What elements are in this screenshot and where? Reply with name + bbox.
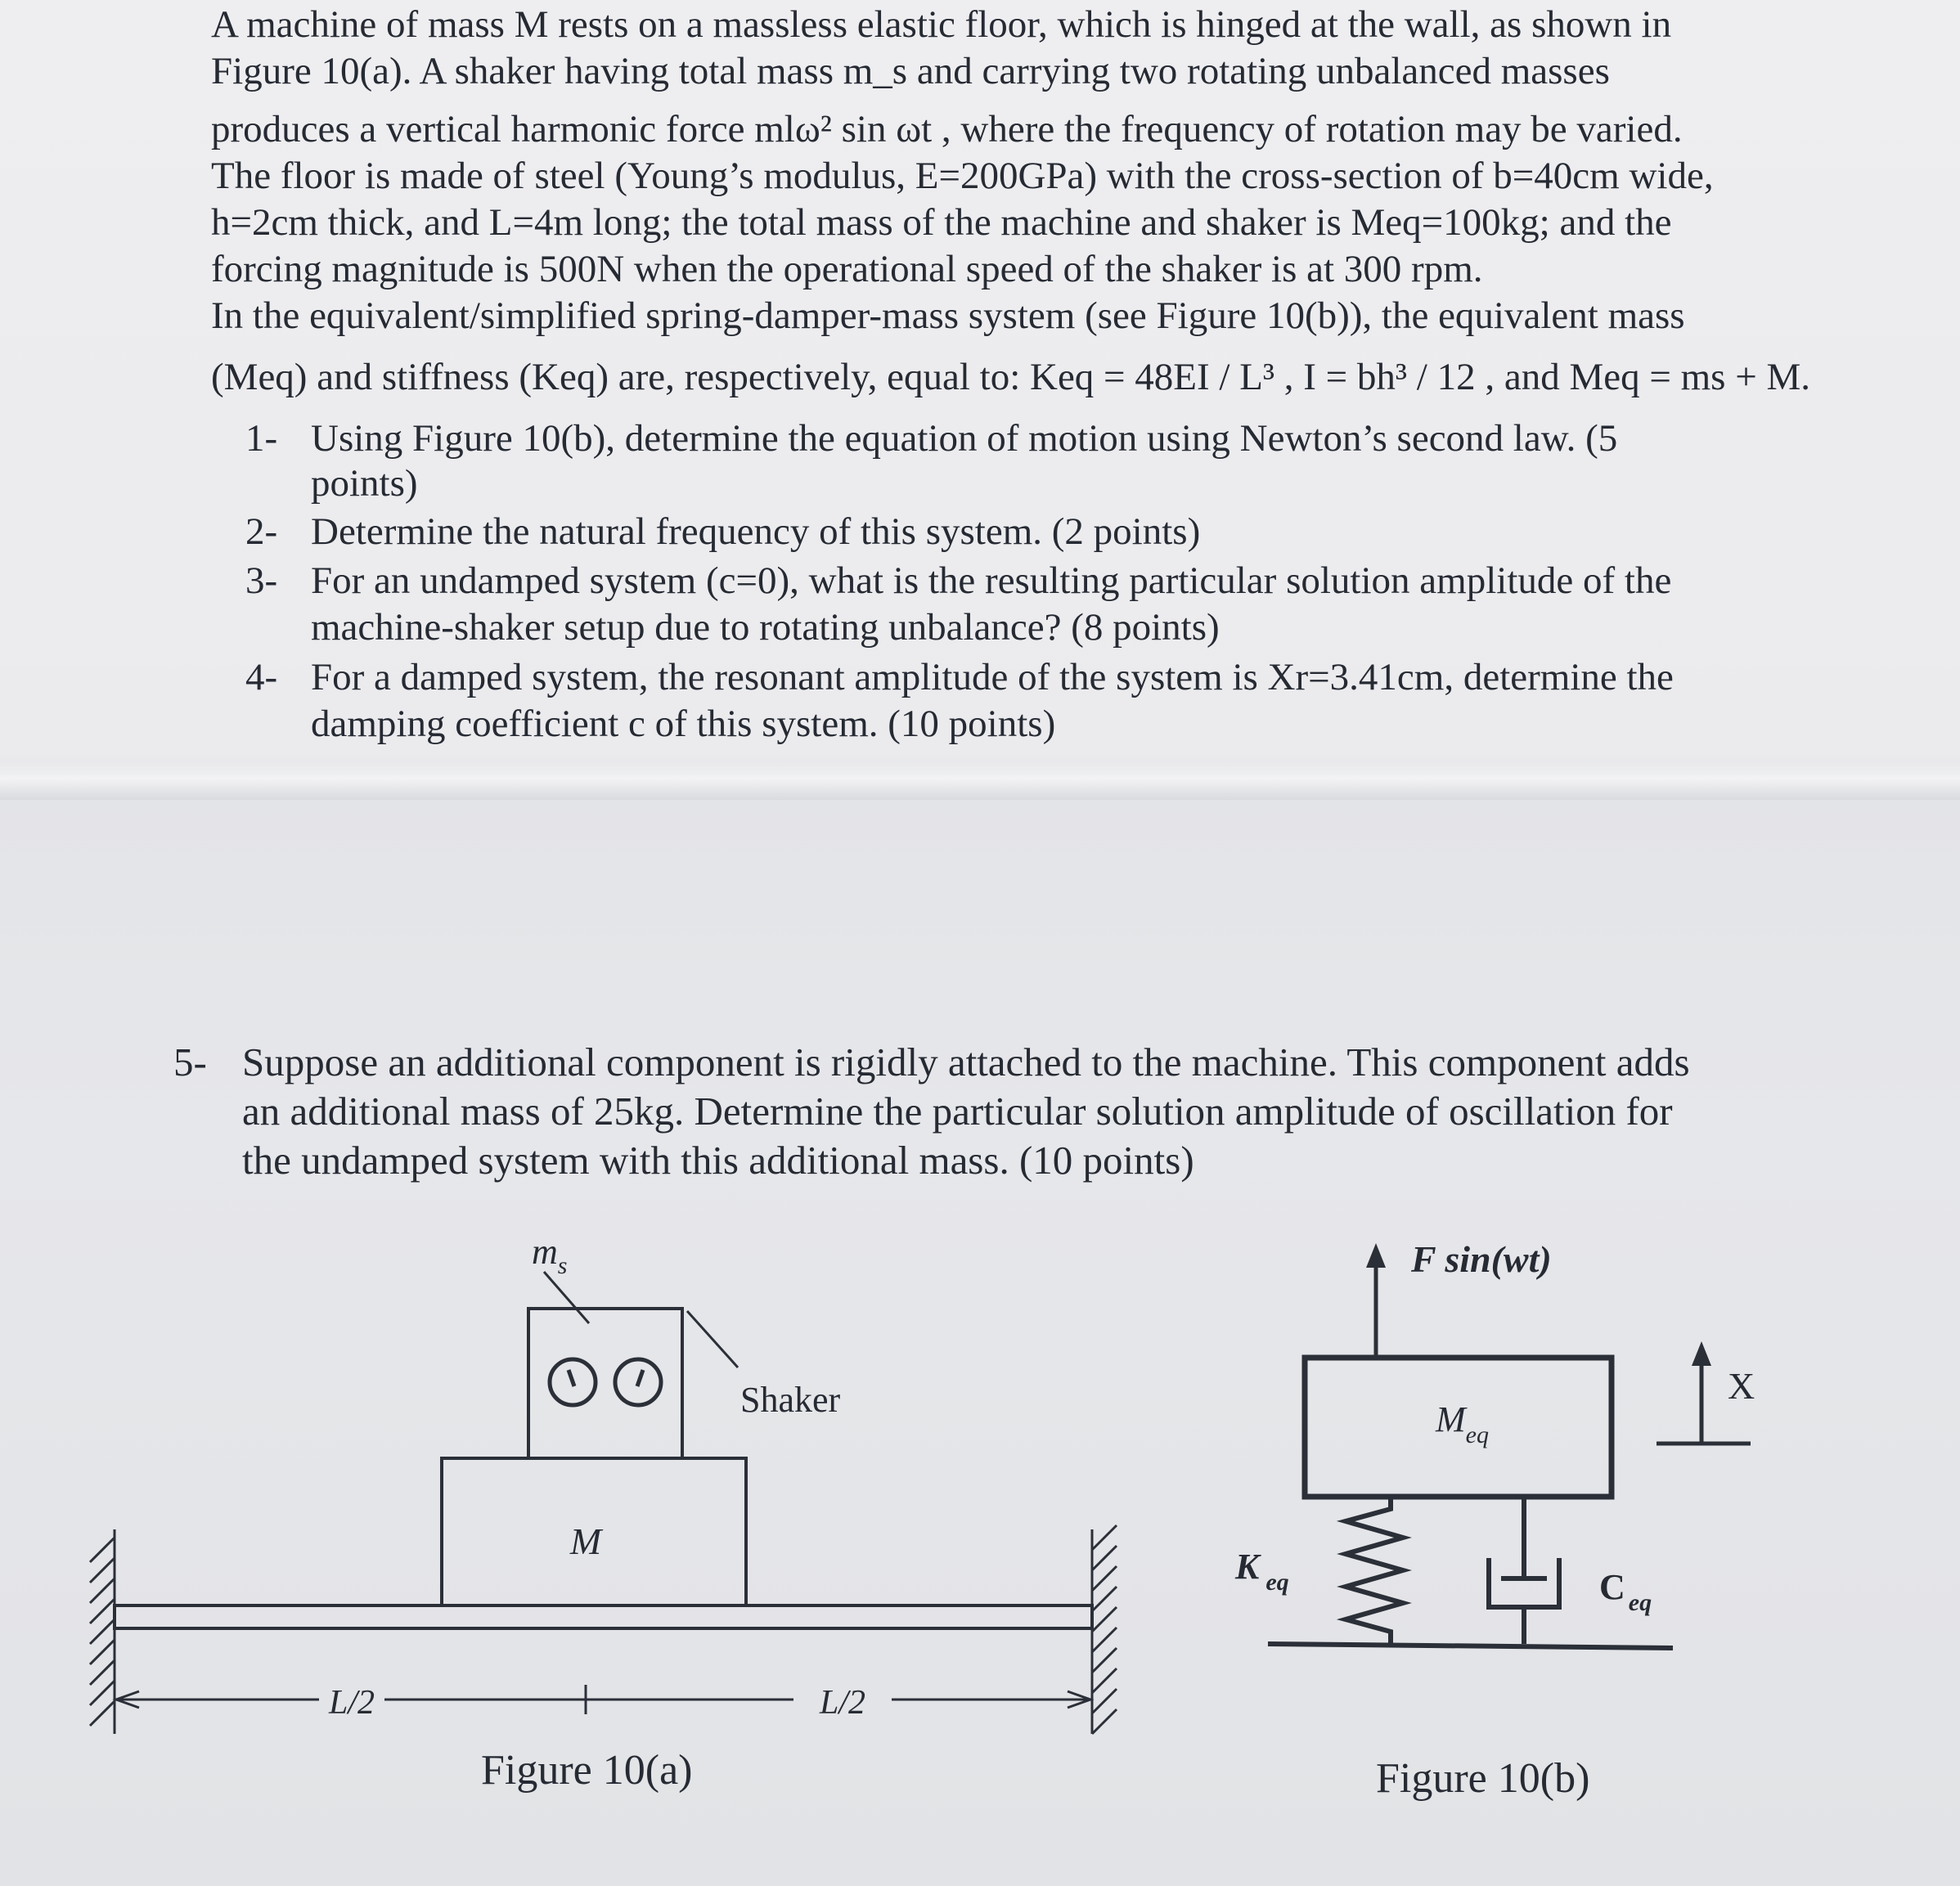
right-wall xyxy=(1092,1525,1117,1734)
question-text: Suppose an additional component is rigidly attached to the machine. This component adds xyxy=(242,1040,1690,1084)
question-text: For a damped system, the resonant amplitude of the system is Xr=3.41cm, determine the xyxy=(311,656,1674,698)
damping-label: C $_{eq}$ xyxy=(1599,1567,1652,1616)
intro-line: produces a vertical harmonic force mlω² sin ωt , where the frequency of rotation may be varied. xyxy=(211,108,1683,150)
intro-line: Figure 10(a). A shaker having total mass m_s and carrying two rotating unbalanced masses xyxy=(211,50,1610,92)
spring-icon xyxy=(1346,1498,1403,1644)
intro-line: (Meq) and stiffness (Keq) are, respectively, equal to: Keq = 48EI / L³ , I = bh³ / 12 , and Meq = ms + M. xyxy=(211,356,1810,398)
ms-leader xyxy=(544,1272,589,1323)
question-5 xyxy=(173,1039,1690,1183)
force-arrowhead xyxy=(1366,1243,1386,1268)
question-2 xyxy=(245,509,1201,555)
question-text: Determine the natural frequency of this system. (2 points) xyxy=(311,510,1201,553)
figure-10a xyxy=(74,1227,1162,1758)
mass-label: $M_{eq}$ xyxy=(1436,1399,1489,1448)
question-text: damping coefficient c of this system. (10 points) xyxy=(311,703,1056,745)
force-label: F sin(wt) xyxy=(1411,1238,1552,1280)
question-number: 1- xyxy=(245,417,278,460)
question-number: 5- xyxy=(173,1040,207,1084)
shaker-leader xyxy=(687,1311,738,1367)
question-3 xyxy=(245,558,1672,649)
figure-10a-caption: Figure 10(a) xyxy=(481,1747,693,1794)
intro-paragraph xyxy=(211,2,1847,401)
question-number: 2- xyxy=(245,510,278,553)
question-text: machine-shaker setup due to rotating unbalance? (8 points) xyxy=(311,606,1220,649)
x-label: X xyxy=(1728,1365,1755,1407)
intro-line: forcing magnitude is 500N when the operational speed of the shaker is at 300 rpm. xyxy=(211,248,1483,290)
question-text: the undamped system with this additional mass. (10 points) xyxy=(242,1138,1194,1183)
machine-label: M xyxy=(569,1520,602,1562)
question-1 xyxy=(245,415,1618,505)
paper-fold xyxy=(0,761,1960,800)
question-text: points) xyxy=(311,462,418,505)
stiffness-label: K $_{eq}$ xyxy=(1235,1547,1289,1596)
question-text: For an undamped system (c=0), what is the resulting particular solution amplitude of the xyxy=(311,559,1672,602)
damper-icon xyxy=(1489,1498,1559,1644)
question-number: 3- xyxy=(245,559,278,602)
x-arrowhead xyxy=(1692,1341,1711,1366)
half-length-right: L/2 xyxy=(819,1684,866,1722)
intro-line: h=2cm thick, and L=4m long; the total mass of the machine and shaker is Meq=100kg; and the xyxy=(211,201,1672,244)
intro-line: A machine of mass M rests on a massless elastic floor, which is hinged at the wall, as shown in xyxy=(211,3,1672,46)
intro-line: In the equivalent/simplified spring-damper-mass system (see Figure 10(b)), the equivalent mass xyxy=(211,294,1685,337)
shaker-label: Shaker xyxy=(740,1380,841,1420)
intro-line: The floor is made of steel (Young’s modulus, E=200GPa) with the cross-section of b=40cm wide, xyxy=(211,155,1714,197)
question-text: Using Figure 10(b), determine the equation of motion using Newton’s second law. (5 xyxy=(311,417,1618,460)
ms-label: $m_s$ xyxy=(532,1232,568,1279)
question-4 xyxy=(245,654,1674,745)
half-length-left: L/2 xyxy=(328,1684,375,1722)
figure-10b xyxy=(1227,1235,1783,1693)
question-number: 4- xyxy=(245,656,278,698)
floor-beam xyxy=(115,1605,1092,1628)
dimension-line xyxy=(116,1685,1090,1714)
left-wall xyxy=(90,1529,115,1734)
question-text: an additional mass of 25kg. Determine the particular solution amplitude of oscillation for xyxy=(242,1089,1673,1134)
figure-10b-caption: Figure 10(b) xyxy=(1376,1755,1590,1802)
ground-line xyxy=(1268,1644,1673,1648)
